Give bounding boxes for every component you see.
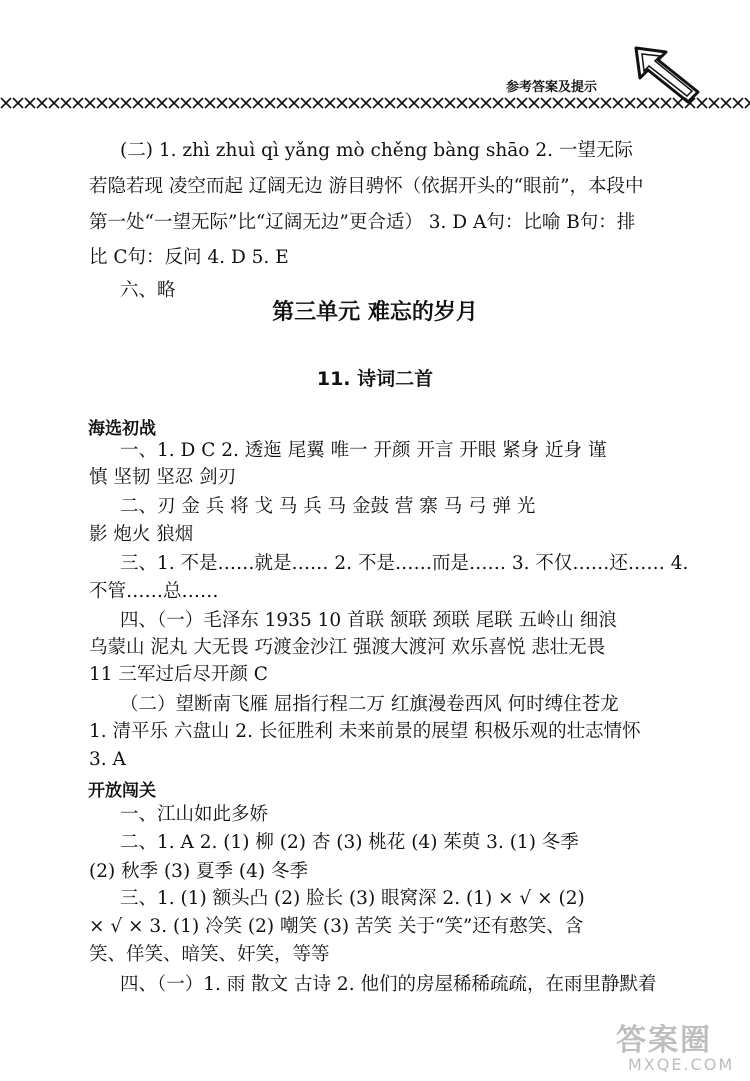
text-line: 1. 清平乐 六盘山 2. 长征胜利 未来前景的展望 积极乐观的壮志情怀 [89,721,641,742]
watermark-logo [612,1015,750,1081]
text-line: 二、刃 金 兵 将 戈 马 兵 马 金鼓 营 寨 马 弓 弹 光 [120,496,536,517]
text-line: 3. A [89,749,126,770]
text-line: 乌蒙山 泥丸 大无畏 巧渡金沙江 强渡大渡河 欢乐喜悦 悲壮无畏 [89,637,606,658]
text-line: 三、1. 不是……就是…… 2. 不是……而是…… 3. 不仅……还…… 4. [120,553,689,574]
text-line: 一、江山如此多娇 [120,804,269,825]
decorative-border [0,96,750,110]
section-heading: 海选初战 [88,419,156,439]
text-line: 四、（一）毛泽东 1935 10 首联 颔联 颈联 尾联 五岭山 细浪 [120,610,617,631]
text-line: (2) 秋季 (3) 夏季 (4) 冬季 [89,861,309,882]
text-line: 11 三军过后尽开颜 C [89,664,268,685]
text-line: 慎 坚韧 坚忍 剑刃 [89,467,237,488]
section-heading: 开放闯关 [88,781,156,801]
text-line: 比 C句：反问 4. D 5. E [89,247,289,268]
text-line: 第一处“一望无际”比“辽阔无边”更合适） 3. D A句：比喻 B句：排 [89,212,636,233]
text-line: 不管……总…… [89,581,219,602]
text-line: （二）望断南飞雁 屈指行程二万 红旗漫卷西风 何时缚住苍龙 [120,694,619,715]
text-line: 笑、佯笑、暗笑、奸笑，等等 [89,944,330,965]
text-line: 影 炮火 狼烟 [89,524,194,545]
text-line: 二、1. A 2. (1) 柳 (2) 杏 (3) 桃花 (4) 茱萸 3. (1) 冬季 [120,832,579,853]
text-line: 一、1. D C 2. 透迤 尾翼 唯一 开颜 开言 开眼 紧身 近身 谨 [120,440,607,461]
unit-title: 第三单元 难忘的岁月 [272,300,478,325]
text-line: 若隐若现 凌空而起 辽阔无边 游目骋怀（依据开头的“眼前”，本段中 [89,176,644,197]
text-line: 四、（一）1. 雨 散文 古诗 2. 他们的房屋稀稀疏疏，在雨里静默着 [120,974,657,995]
watermark-url: MXQE.COM [628,1055,735,1074]
header-label: 参考答案及提示 [506,80,598,95]
text-line: × √ × 3. (1) 冷笑 (2) 嘲笑 (3) 苦笑 关于“笑”还有憨笑、含 [89,916,584,937]
text-line: (二) 1. zhì zhuì qì yǎng mò chěng bàng shāo 2. 一望无际 [120,140,633,161]
text-line: 六、略 [120,280,176,301]
watermark-text: 答案圈 [616,1023,712,1058]
text-line: 三、1. (1) 额头凸 (2) 脸长 (3) 眼窝深 2. (1) × √ × (2) [120,888,585,909]
lesson-title: 11. 诗词二首 [316,368,434,390]
